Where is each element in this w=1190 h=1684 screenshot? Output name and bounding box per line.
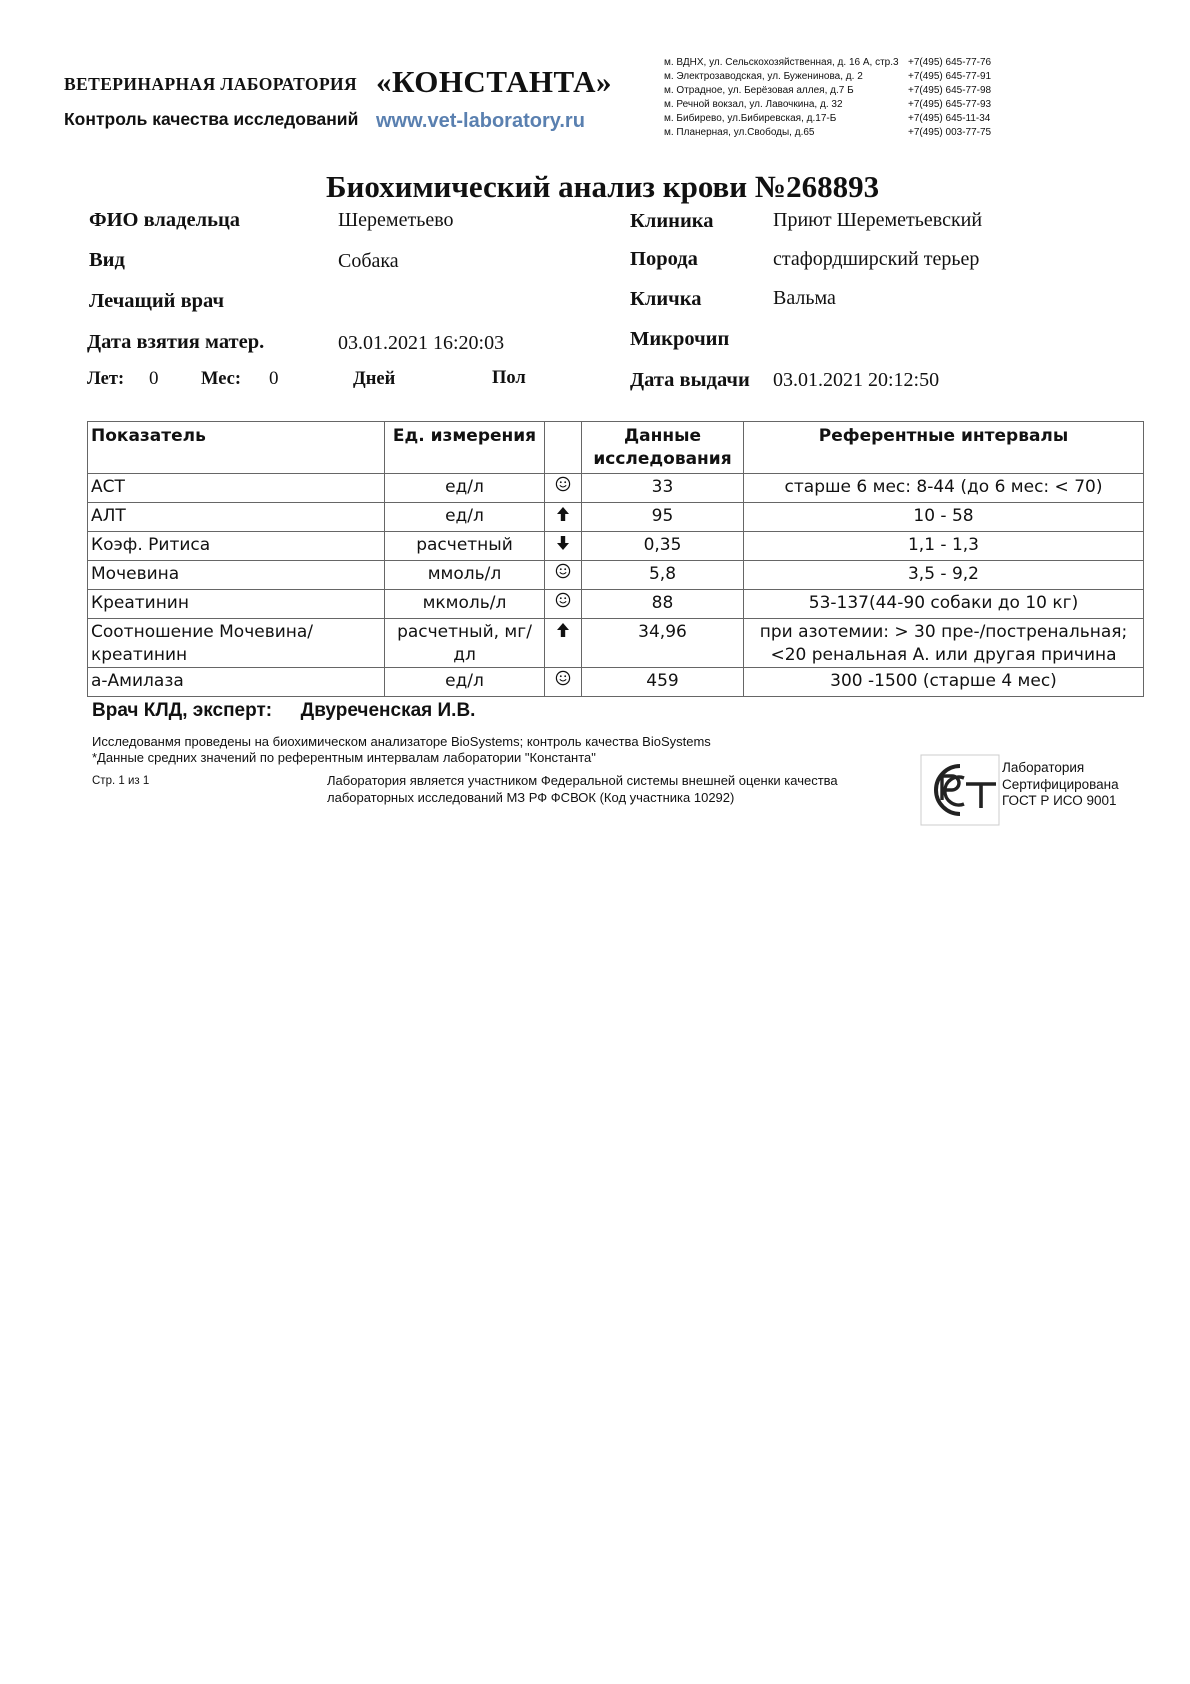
issue-date-label: Дата выдачи xyxy=(630,369,750,391)
unit-cell: расчетный, мг/дл xyxy=(385,619,545,668)
param-cell: а-Амилаза xyxy=(88,668,385,697)
table-row xyxy=(88,503,1144,532)
species-label: Вид xyxy=(89,249,125,271)
smiley-normal-icon xyxy=(545,590,582,619)
branch-phone: +7(495) 003-77-75 xyxy=(908,127,992,138)
breed-value: стафордширский терьер xyxy=(773,248,980,270)
clinic-label: Клиника xyxy=(630,210,714,232)
value-cell: 33 xyxy=(582,474,744,503)
branch-address: м. ВДНХ, ул. Сельскохозяйственная, д. 16 А, стр.3 xyxy=(664,57,899,68)
cert-line: Сертифицирована xyxy=(1002,776,1119,792)
value-cell: 459 xyxy=(582,668,744,697)
value-cell: 95 xyxy=(582,503,744,532)
analyzer-note: Исследованмя проведены на биохимическом анализаторе BioSystems; контроль качества BioSystems xyxy=(92,734,711,749)
branch-phone: +7(495) 645-77-91 xyxy=(908,71,992,82)
ref-cell: 10 - 58 xyxy=(744,503,1144,532)
param-cell: АЛТ xyxy=(88,503,385,532)
branch-address: м. Речной вокзал, ул. Лавочкина, д. 32 xyxy=(664,99,843,110)
reference-note: *Данные средних значений по референтным интервалам лаборатории "Константа" xyxy=(92,750,596,765)
sex-label: Пол xyxy=(492,368,526,388)
page-number: Стр. 1 из 1 xyxy=(92,775,150,787)
value-cell: 0,35 xyxy=(582,532,744,561)
ref-cell: при азотемии: > 30 пре-/постренальная; <20 ренальная А. или другая причина xyxy=(744,619,1144,668)
unit-cell: ед/л xyxy=(385,668,545,697)
owner-label: ФИО владельца xyxy=(89,209,241,231)
owner-value: Шереметьево xyxy=(338,209,454,231)
table-row xyxy=(88,619,1144,668)
issue-date-value: 03.01.2021 20:12:50 xyxy=(773,369,940,391)
doctor-signature xyxy=(92,700,475,722)
sample-date-value: 03.01.2021 16:20:03 xyxy=(338,332,505,354)
unit-cell: ммоль/л xyxy=(385,561,545,590)
table-row xyxy=(88,532,1144,561)
col-header-result: Данные исследования xyxy=(582,422,744,474)
unit-cell: расчетный xyxy=(385,532,545,561)
param-cell: Креатинин xyxy=(88,590,385,619)
param-cell: Соотношение Мочевина/креатинин xyxy=(88,619,385,668)
table-header-row xyxy=(88,422,1144,474)
ref-cell: 1,1 - 1,3 xyxy=(744,532,1144,561)
table-row xyxy=(88,561,1144,590)
doctor-label: Врач КЛД, эксперт: xyxy=(92,700,273,721)
arrow-up-high-icon xyxy=(545,503,582,532)
cert-line: ГОСТ Р ИСО 9001 xyxy=(1002,793,1117,808)
table-row xyxy=(88,668,1144,697)
arrow-down-low-icon xyxy=(545,532,582,561)
param-cell: Коэф. Ритиса xyxy=(88,532,385,561)
species-value: Собака xyxy=(338,250,399,272)
branch-address: м. Электрозаводская, ул. Буженинова, д. 2 xyxy=(664,71,863,82)
table-row xyxy=(88,474,1144,503)
years-value: 0 xyxy=(149,368,159,389)
param-cell: АСТ xyxy=(88,474,385,503)
breed-label: Порода xyxy=(630,248,698,270)
smiley-normal-icon xyxy=(545,474,582,503)
clinic-value: Приют Шереметьевский xyxy=(773,209,983,231)
nickname-value: Вальма xyxy=(773,287,836,309)
branch-address: м. Планерная, ул.Свободы, д.65 xyxy=(664,127,815,138)
results-table xyxy=(87,421,1144,697)
doctor-name: Двуреченская И.В. xyxy=(300,700,476,721)
param-cell: Мочевина xyxy=(88,561,385,590)
vet-label: Лечащий врач xyxy=(89,290,225,312)
value-cell: 34,96 xyxy=(582,619,744,668)
value-cell: 88 xyxy=(582,590,744,619)
ref-cell: старше 6 мес: 8-44 (до 6 мес: < 70) xyxy=(744,474,1144,503)
cert-line: Лаборатория xyxy=(1002,760,1085,775)
ref-cell: 3,5 - 9,2 xyxy=(744,561,1144,590)
col-header-unit: Ед. измерения xyxy=(385,422,545,474)
quality-control-label: Контроль качества исследований xyxy=(64,109,359,129)
col-header-flag xyxy=(545,422,582,474)
certification-logo-icon xyxy=(920,754,1000,826)
unit-cell: мкмоль/л xyxy=(385,590,545,619)
days-label: Дней xyxy=(353,369,396,389)
fsvok-note: Лаборатория является участником Федеральной системы внешней оценки качества лабораторных исследований МЗ РФ ФСВОК (Код участника 10292) xyxy=(327,773,838,805)
years-label: Лет: xyxy=(87,369,125,389)
chip-label: Микрочип xyxy=(630,328,730,350)
branch-phone: +7(495) 645-11-34 xyxy=(908,113,991,124)
lab-brand: «КОНСТАНТА» xyxy=(376,64,612,99)
arrow-up-high-icon xyxy=(545,619,582,668)
document-title: Биохимический анализ крови №268893 xyxy=(326,169,880,204)
unit-cell: ед/л xyxy=(385,503,545,532)
nickname-label: Кличка xyxy=(630,288,702,310)
months-value: 0 xyxy=(269,368,279,389)
branch-address: м. Отрадное, ул. Берёзовая аллея, д.7 Б xyxy=(664,85,854,96)
unit-cell: ед/л xyxy=(385,474,545,503)
branch-phone: +7(495) 645-77-76 xyxy=(908,57,992,68)
website-link[interactable]: www.vet-laboratory.ru xyxy=(376,110,585,132)
lab-name: ВЕТЕРИНАРНАЯ ЛАБОРАТОРИЯ xyxy=(64,74,358,94)
value-cell: 5,8 xyxy=(582,561,744,590)
ref-cell: 53-137(44-90 собаки до 10 кг) xyxy=(744,590,1144,619)
sample-date-label: Дата взятия матер. xyxy=(87,331,265,353)
certification-text xyxy=(1002,760,1119,810)
smiley-normal-icon xyxy=(545,561,582,590)
months-label: Мес: xyxy=(201,369,242,389)
col-header-ref: Референтные интервалы xyxy=(744,422,1144,474)
col-header-param: Показатель xyxy=(88,422,385,474)
table-row xyxy=(88,590,1144,619)
ref-cell: 300 -1500 (старше 4 мес) xyxy=(744,668,1144,697)
branch-phone: +7(495) 645-77-98 xyxy=(908,85,992,96)
smiley-normal-icon xyxy=(545,668,582,697)
branch-phone: +7(495) 645-77-93 xyxy=(908,99,992,110)
branch-address: м. Бибирево, ул.Бибиревская, д.17-Б xyxy=(664,113,837,124)
